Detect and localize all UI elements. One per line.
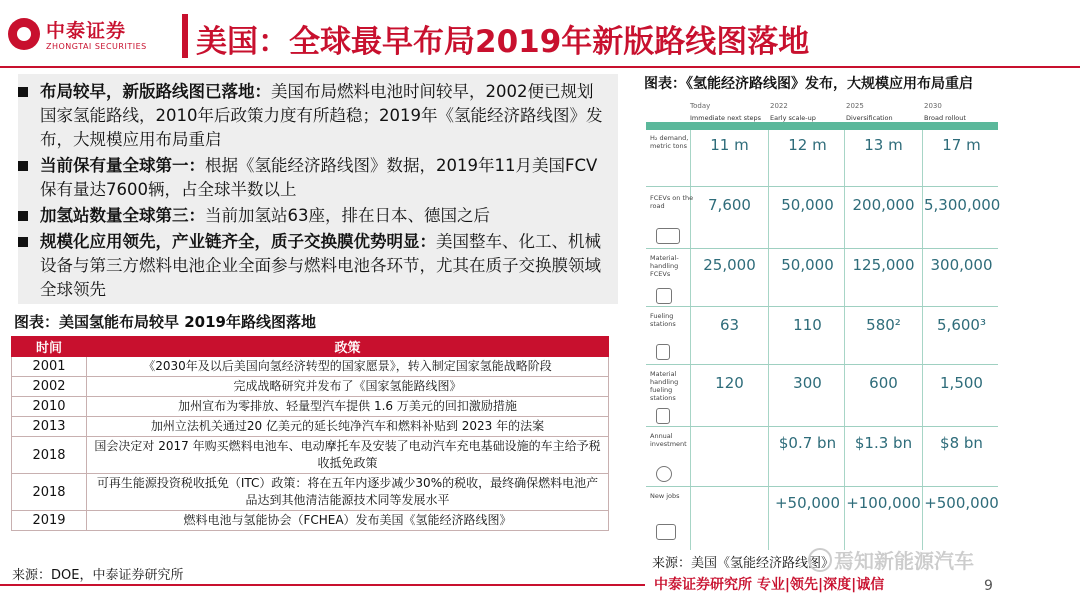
fuel-pump-icon bbox=[656, 344, 670, 360]
table-row bbox=[12, 417, 609, 437]
header-divider bbox=[0, 66, 1080, 68]
row-divider bbox=[646, 306, 998, 307]
row-label: Annual investment bbox=[650, 432, 687, 448]
col-stage: Broad rollout bbox=[924, 114, 966, 122]
company-logo bbox=[8, 14, 176, 60]
bullet-heading: 规模化应用领先，产业链齐全，质子交换膜优势明显： bbox=[40, 232, 436, 251]
col-stage: Immediate next steps bbox=[690, 114, 762, 122]
footer-divider bbox=[0, 584, 645, 586]
row-divider bbox=[646, 186, 998, 187]
column-divider bbox=[768, 130, 769, 550]
row-divider bbox=[646, 364, 998, 365]
logo-text-cn: 中泰证券 bbox=[46, 20, 127, 42]
column-divider bbox=[690, 130, 691, 550]
bullet-square-icon bbox=[18, 237, 28, 247]
col-year: Today bbox=[690, 102, 711, 110]
value-cell: 125,000 bbox=[852, 256, 915, 274]
briefcase-icon bbox=[656, 524, 676, 540]
column-divider bbox=[844, 130, 845, 550]
logo-icon bbox=[8, 18, 40, 50]
bullet-square-icon bbox=[18, 161, 28, 171]
col-year: 2025 bbox=[846, 102, 864, 110]
row-label: New jobs bbox=[650, 492, 680, 500]
bullet-heading: 加氢站数量全球第三： bbox=[40, 206, 205, 225]
row-label: FCEVs on the road bbox=[650, 194, 694, 210]
logo-text-en: ZHONGTAI SECURITIES bbox=[46, 42, 147, 51]
value-cell: $1.3 bn bbox=[854, 434, 913, 452]
value-cell: 11 m bbox=[710, 136, 749, 154]
fuel-pump-icon bbox=[656, 408, 670, 424]
value-cell: 120 bbox=[715, 374, 744, 392]
row-label: H₂ demand, metric tons bbox=[650, 134, 689, 150]
value-cell: 17 m bbox=[942, 136, 981, 154]
value-cell: 50,000 bbox=[781, 196, 834, 214]
policy-cell: 国会决定对 2017 年购买燃料电池车、电动摩托车及安装了电动汽车充电基础设施的车主给予税收抵免政策 bbox=[87, 437, 609, 474]
row-divider bbox=[646, 248, 998, 249]
table-header-row bbox=[12, 337, 609, 357]
left-source-note: 来源：DOE，中泰证券研究所 bbox=[12, 568, 184, 583]
figure-title: 图表：《氢能经济路线图》发布，大规模应用布局重启 bbox=[644, 76, 973, 92]
value-cell: 580² bbox=[866, 316, 901, 334]
value-cell: $0.7 bn bbox=[778, 434, 837, 452]
year-cell: 2018 bbox=[12, 437, 87, 474]
bullet-item bbox=[40, 154, 605, 202]
table-row bbox=[12, 511, 609, 531]
bullet-text: 美国布局燃料电池时间较早，2002便已规划国家氢能路线，2010年后政策力度有所趋稳；2019年《氢能经济路线图》发布，大规模应用布局重启 bbox=[40, 82, 603, 149]
page-title: 美国：全球最早布局2019年新版路线图落地 bbox=[196, 24, 810, 60]
value-cell: +100,000 bbox=[846, 494, 921, 512]
value-cell: 5,300,000 bbox=[924, 196, 1001, 214]
row-label: Material handling fueling stations bbox=[650, 370, 679, 402]
forklift-icon bbox=[656, 288, 672, 304]
table-row bbox=[12, 377, 609, 397]
value-cell: 300,000 bbox=[930, 256, 993, 274]
policy-cell: 可再生能源投资税收抵免（ITC）政策：将在五年内逐步减少30%的税收，最终确保燃料电池产品达到其他清洁能源技术同等发展水平 bbox=[87, 474, 609, 511]
value-cell: 25,000 bbox=[703, 256, 756, 274]
table-header-year: 时间 bbox=[12, 337, 87, 357]
value-cell: 300 bbox=[793, 374, 822, 392]
value-cell: 1,500 bbox=[940, 374, 983, 392]
policy-cell: 燃料电池与氢能协会（FCHEA）发布美国《氢能经济路线图》 bbox=[87, 511, 609, 531]
year-cell: 2019 bbox=[12, 511, 87, 531]
bullet-square-icon bbox=[18, 211, 28, 221]
year-cell: 2013 bbox=[12, 417, 87, 437]
col-stage: Early scale-up bbox=[770, 114, 816, 122]
value-cell: +500,000 bbox=[924, 494, 999, 512]
value-cell: 600 bbox=[869, 374, 898, 392]
roadmap-figure bbox=[646, 96, 1001, 550]
value-cell: 12 m bbox=[788, 136, 827, 154]
column-divider bbox=[922, 130, 923, 550]
policy-cell: 完成战略研究并发布了《国家氢能路线图》 bbox=[87, 377, 609, 397]
footer-slogan: 中泰证券研究所 专业|领先|深度|诚信 bbox=[654, 577, 885, 593]
wechat-icon bbox=[808, 548, 832, 572]
table-row bbox=[12, 474, 609, 511]
col-stage: Diversification bbox=[846, 114, 893, 122]
table-row bbox=[12, 357, 609, 377]
table-title: 图表：美国氢能布局较早 2019年路线图落地 bbox=[14, 313, 316, 331]
page-number: 9 bbox=[984, 578, 993, 594]
bullet-text: 美国整车、化工、机械设备与第三方燃料电池企业全面参与燃料电池各环节，尤其在质子交换膜领域全球领先 bbox=[40, 232, 601, 299]
policy-cell: 加州宣布为零排放、轻量型汽车提供 1.6 万美元的回扣激励措施 bbox=[87, 397, 609, 417]
value-cell: 13 m bbox=[864, 136, 903, 154]
policy-table bbox=[11, 336, 609, 531]
col-year: 2030 bbox=[924, 102, 942, 110]
value-cell: $8 bn bbox=[940, 434, 983, 452]
header-band bbox=[646, 122, 998, 130]
bullet-item bbox=[40, 204, 605, 228]
value-cell: 110 bbox=[793, 316, 822, 334]
year-cell: 2010 bbox=[12, 397, 87, 417]
bullet-item bbox=[40, 230, 605, 302]
bullet-text: 当前加氢站63座，排在日本、德国之后 bbox=[205, 206, 490, 225]
col-year: 2022 bbox=[770, 102, 788, 110]
value-cell: +50,000 bbox=[774, 494, 841, 512]
value-cell: 5,600³ bbox=[937, 316, 986, 334]
bullet-text: 根据《氢能经济路线图》数据，2019年11月美国FCV保有量达7600辆，占全球半数以上 bbox=[40, 156, 598, 199]
value-cell: 50,000 bbox=[781, 256, 834, 274]
right-source-note: 来源：美国《氢能经济路线图》 bbox=[652, 556, 835, 571]
table-row bbox=[12, 397, 609, 417]
dollar-icon bbox=[656, 466, 672, 482]
value-cell: 7,600 bbox=[708, 196, 751, 214]
policy-cell: 《2030年及以后美国向氢经济转型的国家愿景》，转入制定国家氢能战略阶段 bbox=[87, 357, 609, 377]
row-label: Fueling stations bbox=[650, 312, 676, 328]
bullet-item bbox=[40, 80, 605, 152]
bullet-square-icon bbox=[18, 87, 28, 97]
bullet-heading: 当前保有量全球第一： bbox=[40, 156, 205, 175]
value-cell: 200,000 bbox=[852, 196, 915, 214]
year-cell: 2002 bbox=[12, 377, 87, 397]
year-cell: 2018 bbox=[12, 474, 87, 511]
value-cell: 63 bbox=[719, 316, 740, 334]
title-accent-bar bbox=[182, 14, 188, 58]
watermark: 焉知新能源汽车 bbox=[834, 549, 974, 573]
table-row bbox=[12, 437, 609, 474]
bullet-panel bbox=[18, 74, 618, 304]
year-cell: 2001 bbox=[12, 357, 87, 377]
table-header-policy: 政策 bbox=[87, 337, 609, 357]
car-icon bbox=[656, 228, 680, 244]
bullet-heading: 布局较早，新版路线图已落地： bbox=[40, 82, 271, 101]
row-label: Material-handling FCEVs bbox=[650, 254, 679, 278]
row-divider bbox=[646, 486, 998, 487]
policy-cell: 加州立法机关通过20 亿美元的延长纯净汽车和燃料补贴到 2023 年的法案 bbox=[87, 417, 609, 437]
row-divider bbox=[646, 426, 998, 427]
